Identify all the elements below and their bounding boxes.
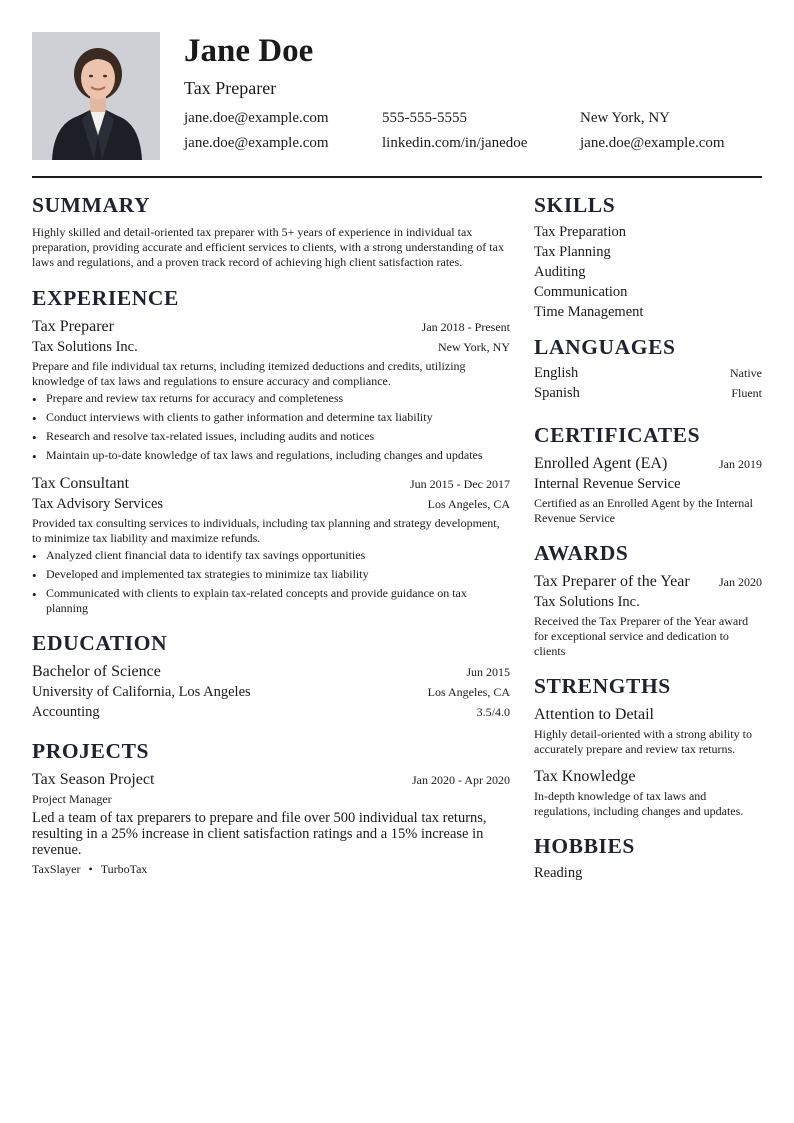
language-item: [534, 383, 762, 403]
job-bullet: • Conduct interviews with clients to gather information and determine tax liability: [32, 410, 510, 425]
certificate-date: Jan 2019: [719, 457, 762, 471]
skill-item: Time Management: [534, 304, 644, 320]
skills-heading: SKILLS: [534, 193, 616, 217]
contact-email-2[interactable]: jane.doe@example.com: [184, 135, 329, 151]
hobby-item: Reading: [534, 865, 583, 881]
job-company: Tax Solutions Inc.: [32, 339, 138, 355]
award-item: [534, 572, 762, 659]
job-role: Tax Preparer: [32, 318, 114, 335]
hobbies-heading: HOBBIES: [534, 834, 635, 858]
strength-description: In-depth knowledge of tax laws and regulations, including changes and updates.: [534, 789, 744, 818]
language-level: Native: [730, 366, 762, 380]
resume-header: [32, 32, 762, 160]
languages-heading: LANGUAGES: [534, 335, 676, 359]
skills-list: [534, 222, 762, 322]
certificate-description: Certified as an Enrolled Agent by the Internal Revenue Service: [534, 496, 753, 525]
award-issuer: Tax Solutions Inc.: [534, 594, 640, 610]
experience-heading: EXPERIENCE: [32, 286, 179, 310]
job-bullets: [32, 548, 510, 616]
profile-photo-illustration: [32, 32, 160, 160]
job-bullet: • Developed and implemented tax strategies to minimize tax liability: [32, 567, 510, 582]
certificate-issuer: Internal Revenue Service: [534, 476, 681, 492]
certificate-item: [534, 454, 762, 526]
language-name: English: [534, 365, 579, 381]
project-tools: [32, 862, 510, 877]
summary-text: Highly skilled and detail-oriented tax preparer with 5+ years of experience in individual tax preparation, providing accurate and efficient services to clients, with a strong understanding of tax laws and regulations, and a proven track record of achieving high client satisfaction rates.: [32, 225, 504, 269]
contact-email[interactable]: jane.doe@example.com: [184, 110, 329, 126]
contact-phone[interactable]: 555-555-5555: [382, 110, 467, 126]
languages-list: [534, 363, 762, 403]
skill-item: Auditing: [534, 264, 586, 280]
header-info: [184, 32, 762, 160]
hobbies-list: [534, 863, 762, 883]
awards-heading: AWARDS: [534, 541, 629, 565]
strengths-heading: STRENGTHS: [534, 674, 671, 698]
education-degree: Bachelor of Science: [32, 663, 161, 680]
experience-item: [32, 474, 510, 616]
language-name: Spanish: [534, 385, 580, 401]
project-role: Project Manager: [32, 792, 112, 806]
strength-title: Tax Knowledge: [534, 768, 636, 785]
education-heading: EDUCATION: [32, 631, 168, 655]
job-bullet: • Analyzed client financial data to identify tax savings opportunities: [32, 548, 510, 563]
header-divider: [32, 176, 762, 178]
job-description: Provided tax consulting services to individuals, including tax planning and strategy development, to minimize tax liability and maximize refunds.: [32, 516, 500, 545]
left-column: [32, 192, 510, 877]
education-field: Accounting: [32, 704, 100, 720]
resume-page: [32, 32, 762, 881]
skill-item: Communication: [534, 284, 628, 300]
project-tool: TaxSlayer: [32, 862, 81, 876]
award-date: Jan 2020: [719, 575, 762, 589]
award-name: Tax Preparer of the Year: [534, 573, 690, 590]
job-company: Tax Advisory Services: [32, 496, 164, 512]
job-bullet: • Research and resolve tax-related issues, including audits and notices: [32, 429, 510, 444]
candidate-title: Tax Preparer: [184, 78, 277, 98]
job-bullet: • Prepare and review tax returns for accuracy and completeness: [32, 391, 510, 406]
education-location: Los Angeles, CA: [427, 685, 510, 699]
education-item: [32, 662, 510, 722]
certificate-name: Enrolled Agent (EA): [534, 455, 668, 472]
skill-item: Tax Planning: [534, 244, 611, 260]
education-gpa: 3.5/4.0: [476, 705, 510, 719]
job-bullet: • Maintain up-to-date knowledge of tax laws and regulations, including changes and updates: [32, 448, 510, 463]
projects-heading: PROJECTS: [32, 739, 150, 763]
language-level: Fluent: [731, 386, 762, 400]
project-description: Led a team of tax preparers to prepare and file over 500 individual tax returns, resulting in a 25% increase in client satisfaction ratings and a 15% increase in revenue.: [32, 810, 487, 858]
contact-linkedin[interactable]: linkedin.com/in/janedoe: [382, 135, 528, 151]
education-school: University of California, Los Angeles: [32, 684, 251, 700]
project-name: Tax Season Project: [32, 771, 155, 788]
job-role: Tax Consultant: [32, 475, 130, 492]
project-item: [32, 770, 510, 877]
contact-grid: [184, 109, 762, 152]
tool-separator: •: [88, 862, 93, 876]
contact-email-3[interactable]: jane.doe@example.com: [580, 135, 725, 151]
strength-item: [534, 767, 762, 819]
job-bullet: • Communicated with clients to explain tax-related concepts and provide guidance on tax planning: [32, 586, 510, 616]
project-tool: TurboTax: [100, 862, 148, 876]
strength-description: Highly detail-oriented with a strong ability to accurately prepare and review tax returns.: [534, 727, 752, 756]
skill-item: Tax Preparation: [534, 224, 626, 240]
job-location: Los Angeles, CA: [427, 497, 510, 511]
contact-location: New York, NY: [580, 110, 671, 126]
strength-title: Attention to Detail: [534, 706, 654, 723]
strength-item: [534, 705, 762, 757]
job-bullets: [32, 391, 510, 463]
job-description: Prepare and file individual tax returns, including itemized deductions and credits, utilizing knowledge of tax laws and regulations to ensure accuracy and compliance.: [32, 359, 466, 388]
profile-photo: [32, 32, 160, 160]
language-item: [534, 363, 762, 383]
candidate-name: Jane Doe: [184, 33, 314, 69]
job-location: New York, NY: [437, 340, 510, 354]
award-description: Received the Tax Preparer of the Year award for exceptional service and dedication to clients: [534, 614, 749, 658]
job-dates: Jun 2015 - Dec 2017: [410, 477, 510, 491]
right-column: [534, 192, 762, 883]
job-dates: Jan 2018 - Present: [421, 320, 510, 334]
project-dates: Jan 2020 - Apr 2020: [412, 773, 510, 787]
education-date: Jun 2015: [466, 665, 510, 679]
summary-heading: SUMMARY: [32, 193, 151, 217]
certificates-heading: CERTIFICATES: [534, 423, 701, 447]
experience-item: [32, 317, 510, 463]
